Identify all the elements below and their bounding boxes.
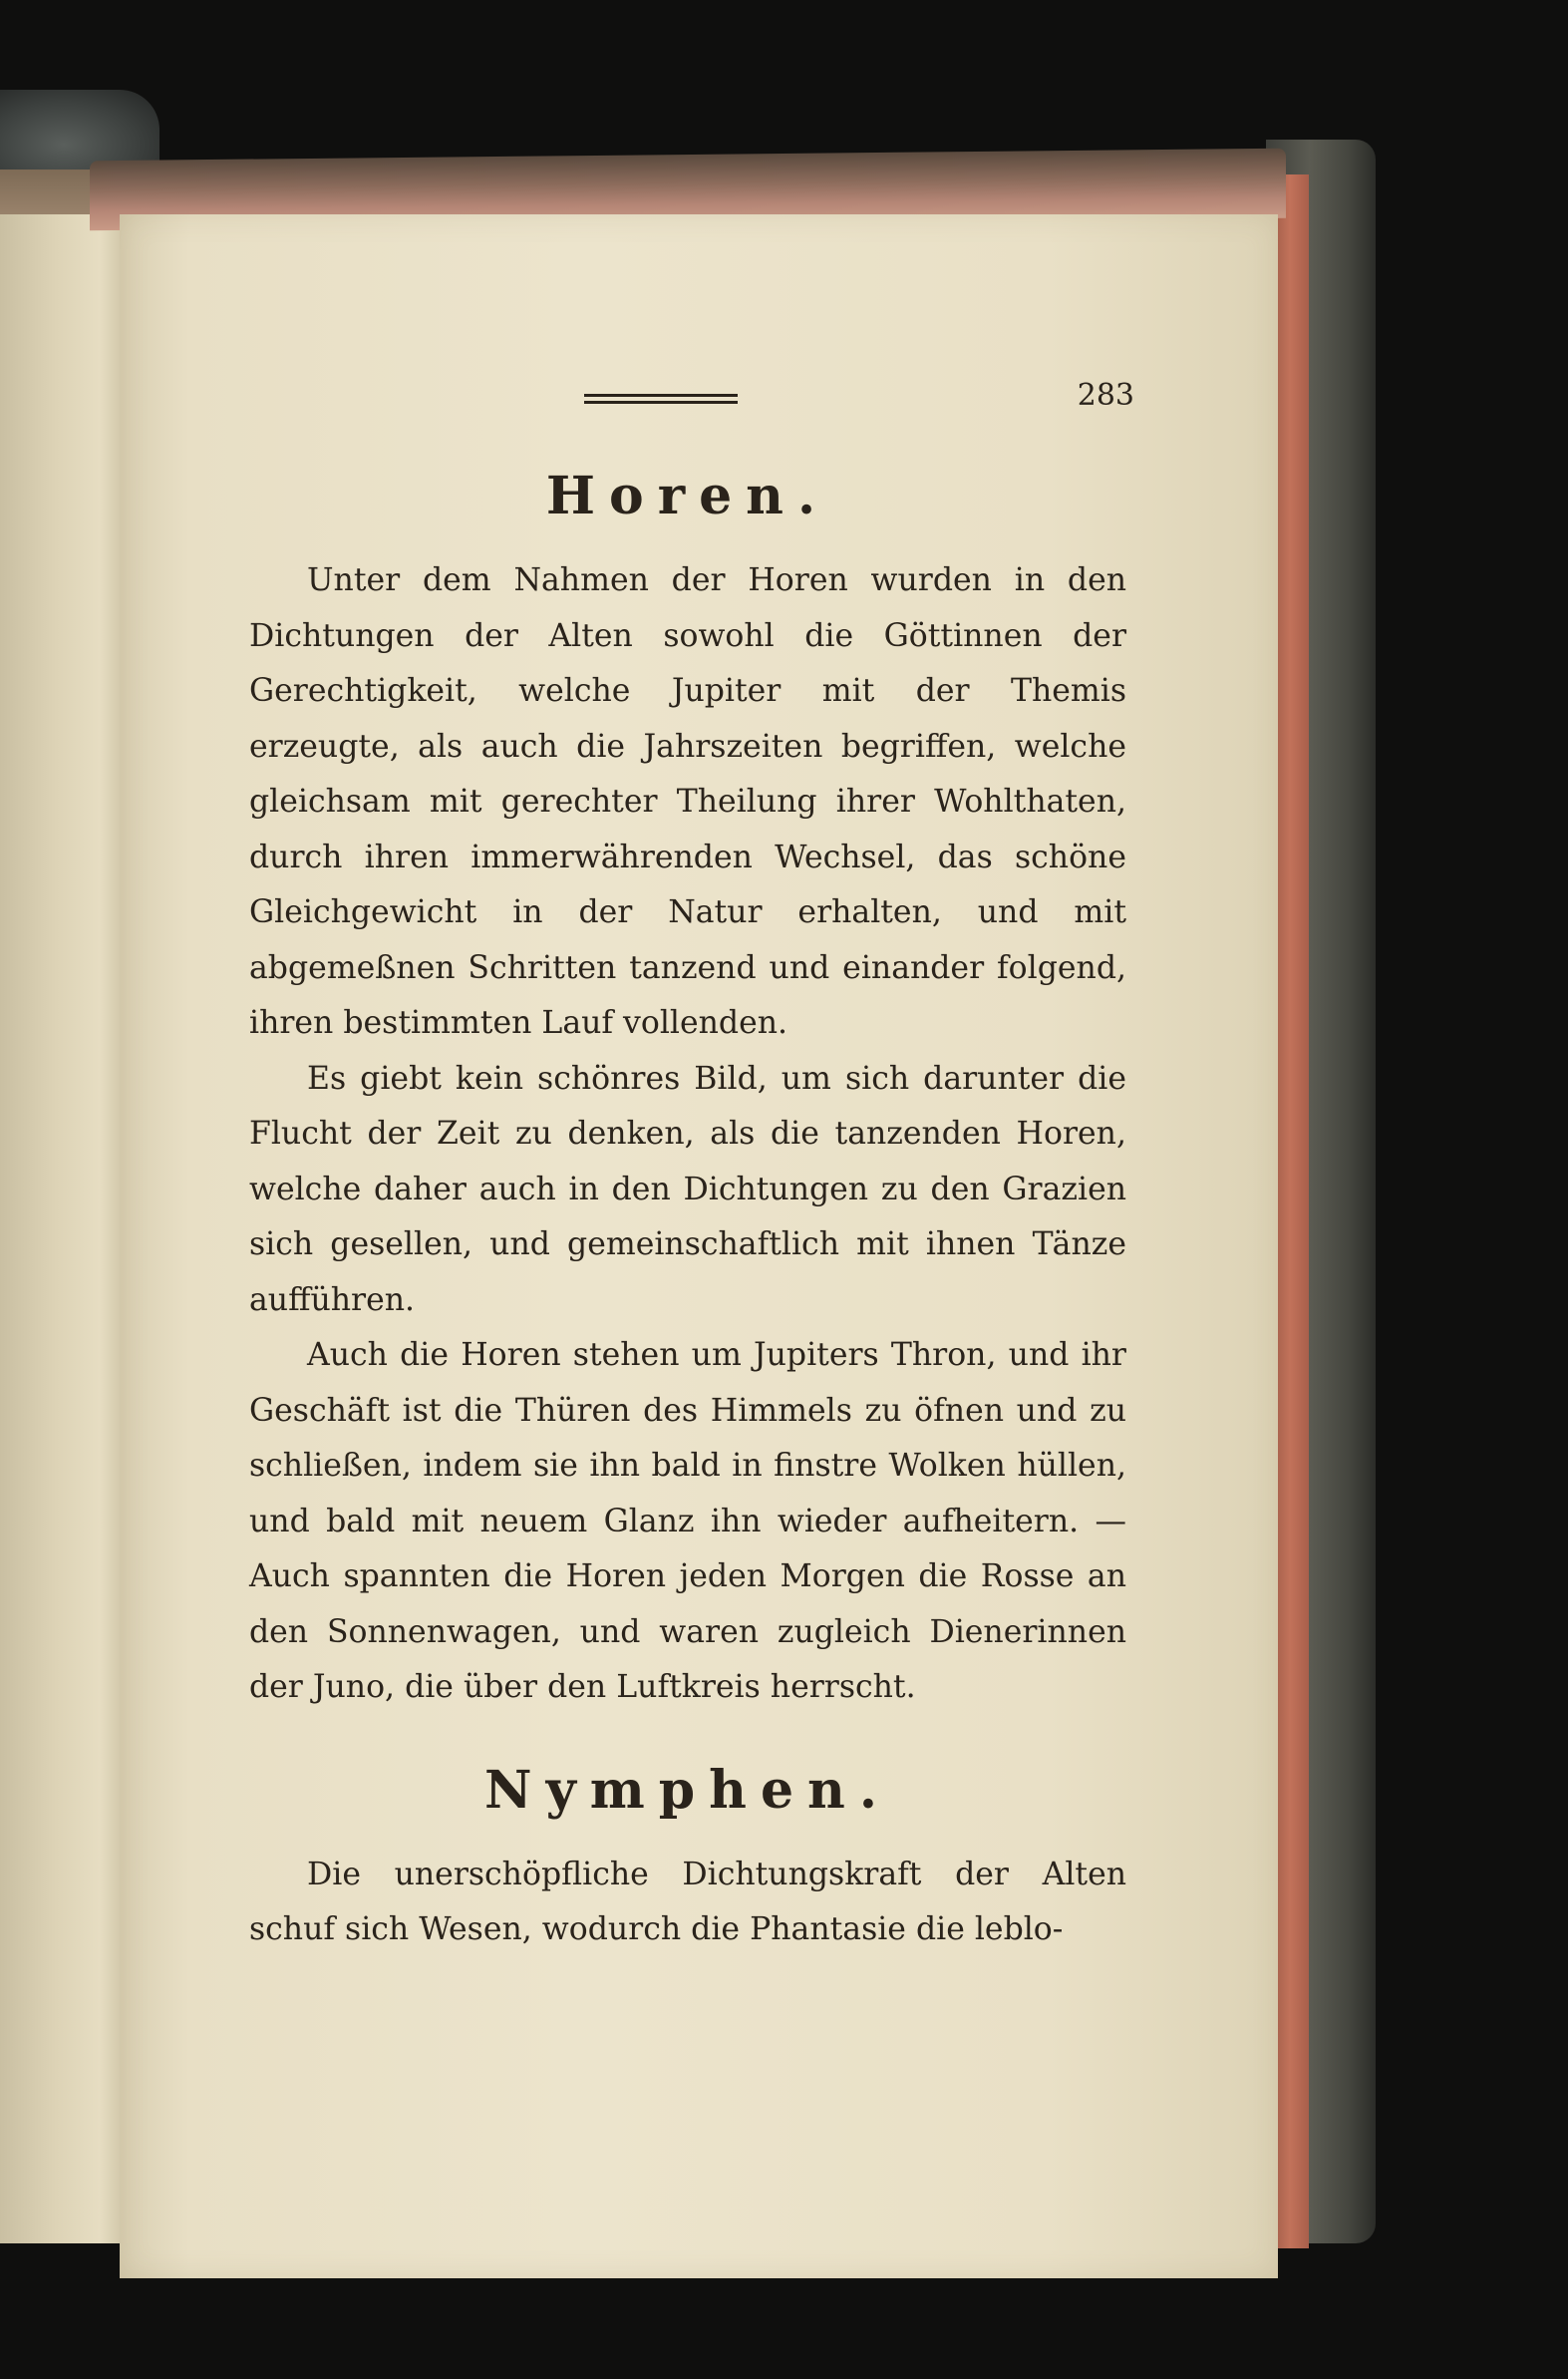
left-page <box>0 214 127 2243</box>
paragraph: Unter dem Nahmen der Horen wurden in den Dichtungen der Alten sowohl die Göttinnen der Gerechtigkeit, welche Jupiter mit der Themis erzeugte, als auch die Jahrszeiten begriffen, welche gleichsam mit gerechter Theilung ihrer Wohlthaten, durch ihren immerwährenden Wechsel, das schöne Gleichgewicht in der Natur erhalten, und mit abgemeßnen Schritten tanzend und einander folgend, ihren bestimmten Lauf vollenden. <box>249 562 1126 1041</box>
paragraph: Auch die Horen stehen um Jupiters Thron, und ihr Geschäft ist die Thüren des Himmels zu öfnen und zu schließen, indem sie ihn bald in finstre Wolken hüllen, und bald mit neuem Glanz ihn wieder aufheitern. — Auch spannten die Horen jeden Morgen die Rosse an den Sonnenwagen, und waren zugleich Dienerinnen der Juno, die über den Luftkreis herrscht. <box>249 1337 1126 1705</box>
paragraph: Die unerschöpfliche Dichtungskraft der Alten schuf sich Wesen, wodurch die Phantasie die leblo- <box>249 1856 1126 1947</box>
section-title-horen: Horen. <box>545 466 830 526</box>
section-title-nymphen: Nymphen. <box>484 1759 891 1821</box>
header-rule <box>584 394 738 404</box>
page-text <box>249 378 1134 1958</box>
page-header <box>249 378 1134 444</box>
right-page <box>120 214 1278 2278</box>
paragraph: Es giebt kein schönres Bild, um sich darunter die Flucht der Zeit zu denken, als die tanzenden Horen, welche daher auch in den Dichtungen zu den Grazien sich gesellen, und gemeinschaftlich mit ihnen Tänze aufführen. <box>249 1060 1126 1318</box>
page-number: 283 <box>1077 378 1134 413</box>
